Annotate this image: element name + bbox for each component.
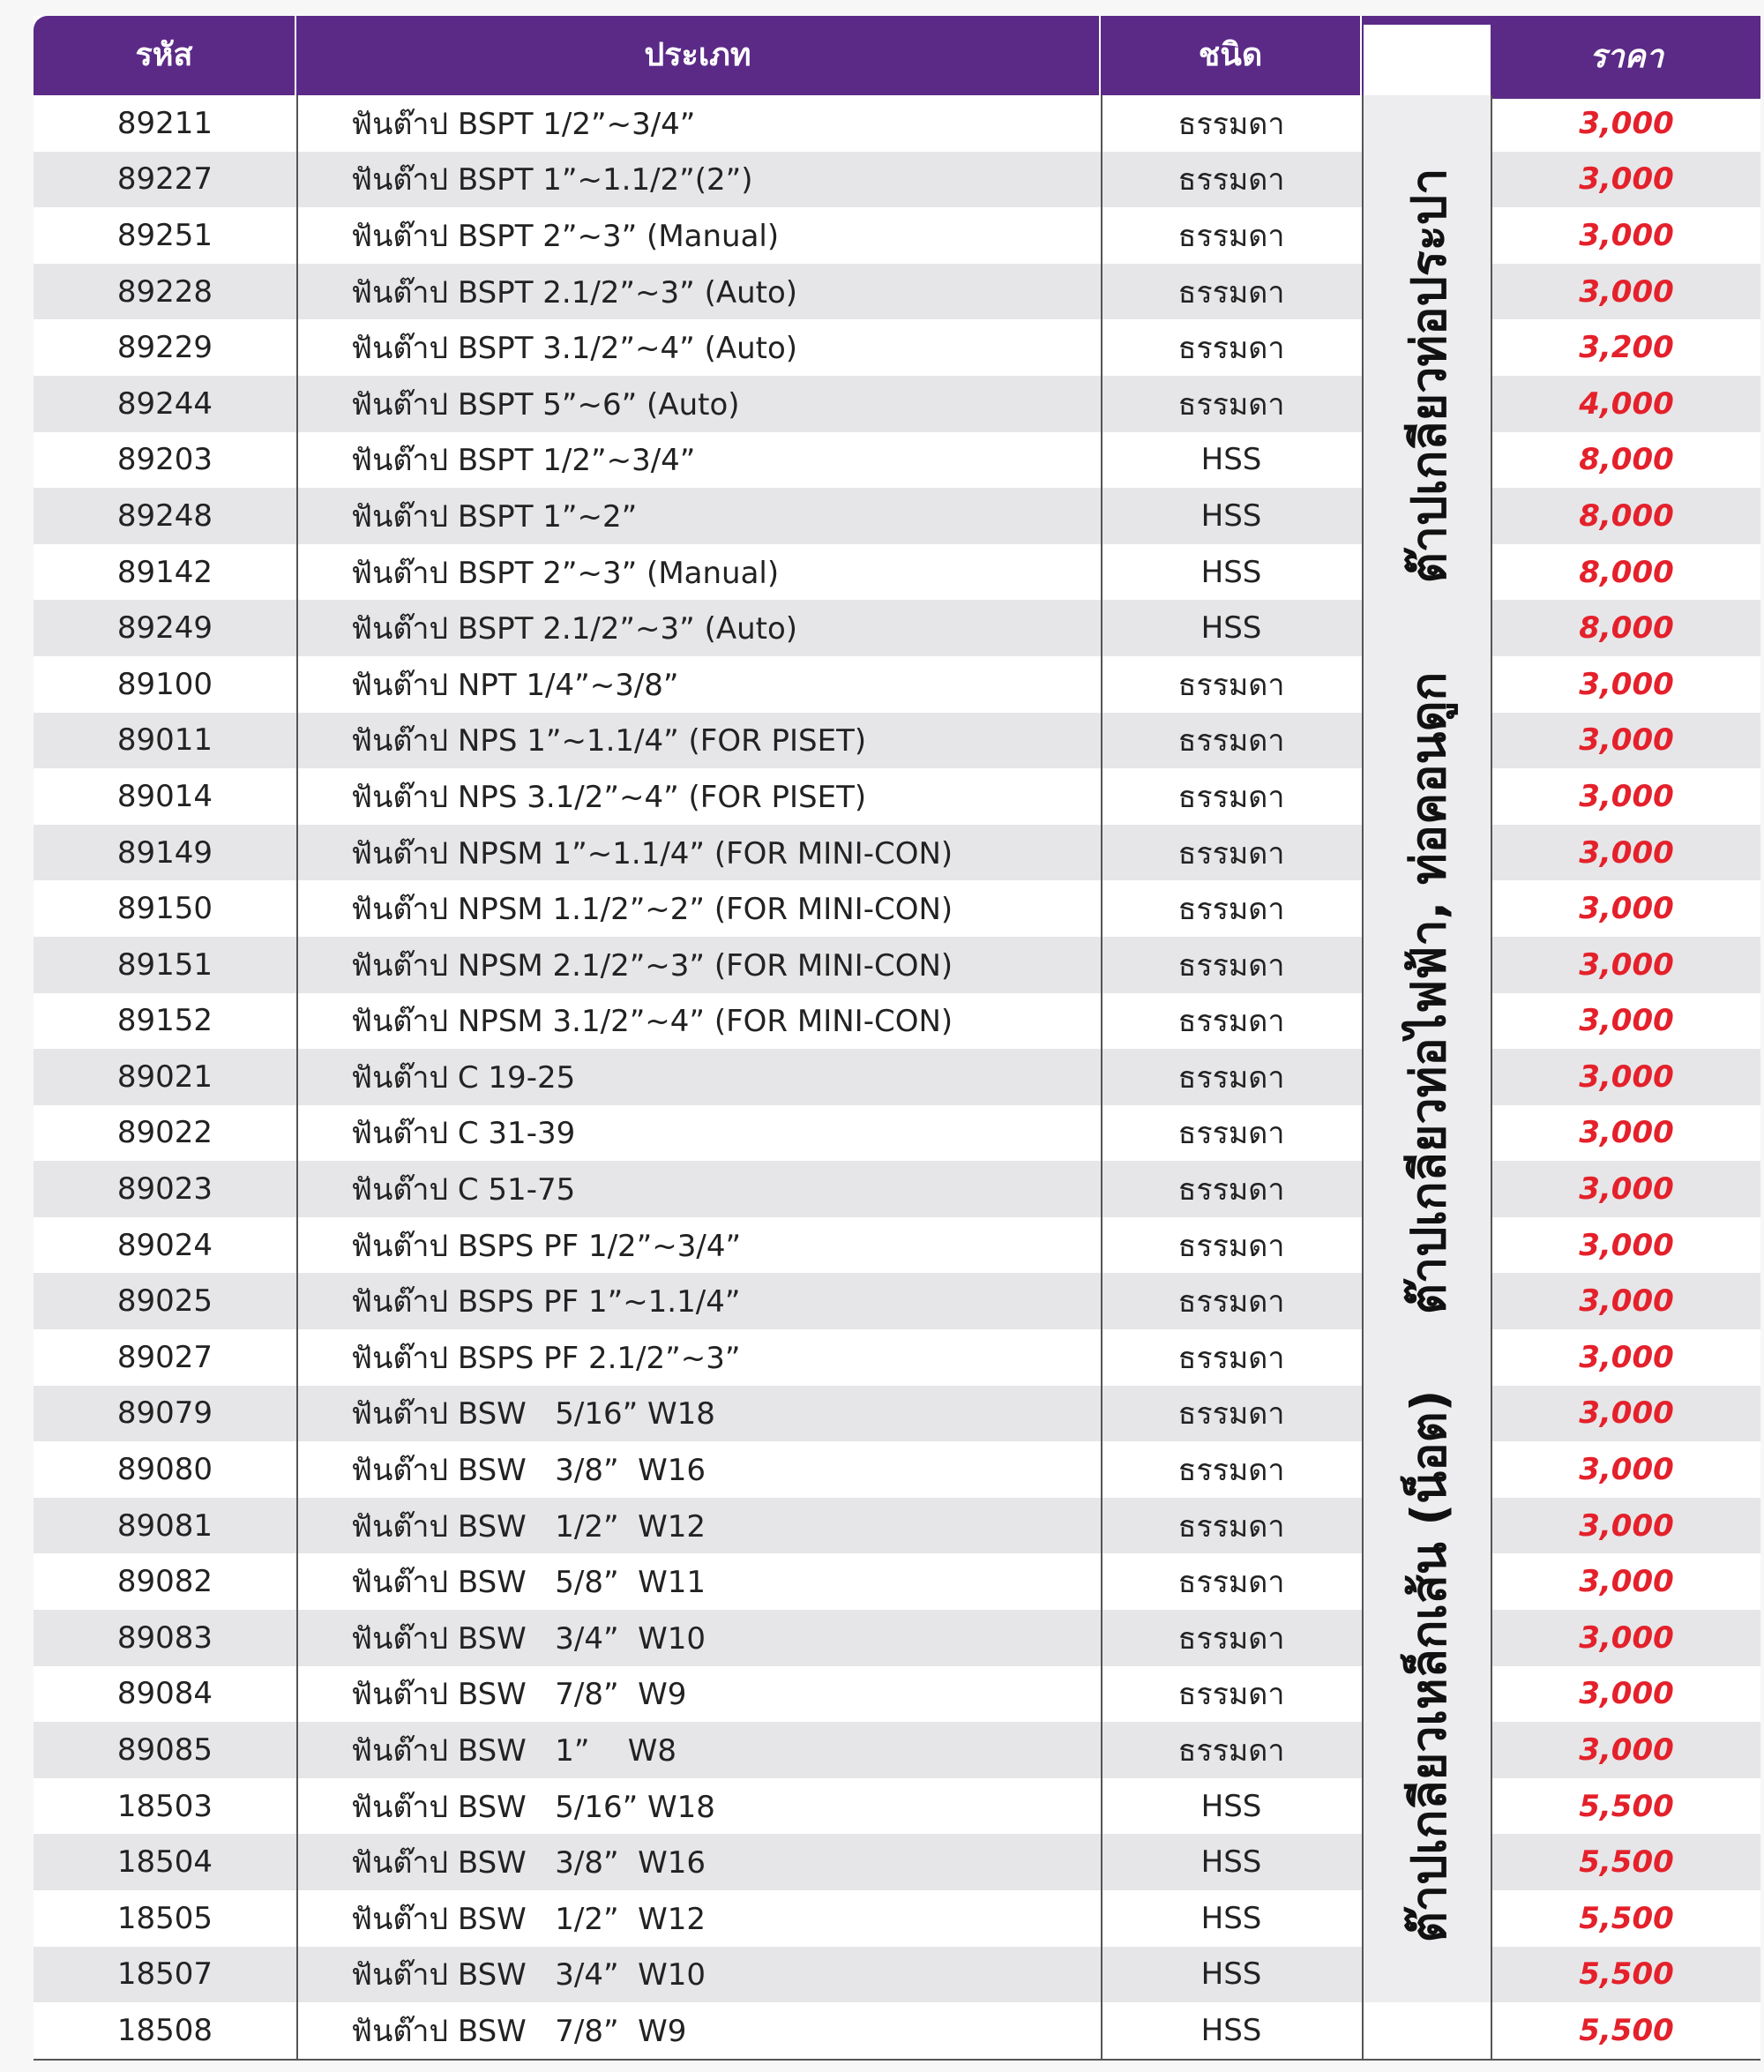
row-type: ฟันต๊าป NPSM 1.1/2”~2” (FOR MINI-CON) — [351, 892, 953, 928]
row-type: ฟันต๊าป C 51-75 — [351, 1172, 576, 1208]
row-code: 89083 — [116, 1619, 213, 1656]
row-price: 3,000 — [1579, 1732, 1674, 1769]
row-kind: ธรรมดา — [1177, 1284, 1285, 1320]
table-row — [34, 1105, 1760, 1162]
row-code: 89025 — [116, 1283, 213, 1320]
row-code: 89084 — [116, 1676, 213, 1712]
table-row — [34, 825, 1760, 881]
row-code: 89027 — [116, 1339, 213, 1375]
row-type: ฟันต๊าป BSW 3/4” W10 — [351, 1620, 706, 1657]
row-price: 3,000 — [1579, 834, 1674, 871]
row-kind: ธรรมดา — [1177, 162, 1285, 198]
row-code: 89151 — [116, 946, 213, 983]
table-row — [34, 432, 1760, 489]
row-code: 89011 — [116, 722, 213, 759]
row-type: ฟันต๊าป NPSM 2.1/2”~3” (FOR MINI-CON) — [351, 947, 953, 984]
row-price: 3,200 — [1579, 330, 1674, 366]
row-type: ฟันต๊าป BSPT 1/2”~3/4” — [351, 106, 696, 142]
row-price: 3,000 — [1579, 1619, 1674, 1656]
table-row — [34, 488, 1760, 544]
row-kind: ธรรมดา — [1177, 274, 1285, 310]
row-code: 89228 — [116, 273, 213, 310]
row-kind: ธรรมดา — [1177, 1508, 1285, 1545]
row-price: 3,000 — [1579, 722, 1674, 759]
row-price: 3,000 — [1579, 1003, 1674, 1039]
table-row — [34, 207, 1760, 264]
row-code: 89244 — [116, 385, 213, 422]
row-type: ฟันต๊าป BSPT 5”~6” (Auto) — [351, 386, 740, 423]
group-label-text: ต๊าปเกลียวท่อประปา — [1401, 168, 1457, 584]
table-row — [34, 152, 1760, 208]
row-type: ฟันต๊าป BSPT 2”~3” (Manual) — [351, 555, 780, 591]
row-price: 3,000 — [1579, 105, 1674, 141]
row-price: 3,000 — [1579, 1283, 1674, 1320]
row-code: 89249 — [116, 610, 213, 647]
row-price: 3,000 — [1579, 1227, 1674, 1263]
header-kind: ชนิด — [1101, 16, 1362, 95]
row-price: 3,000 — [1579, 1058, 1674, 1095]
row-type: ฟันต๊าป NPT 1/4”~3/8” — [351, 667, 679, 703]
divider-code — [296, 95, 298, 2059]
row-price: 5,500 — [1579, 1844, 1674, 1881]
row-price: 5,500 — [1579, 1900, 1674, 1936]
row-kind: ธรรมดา — [1177, 835, 1285, 871]
row-price: 5,500 — [1579, 1956, 1674, 1993]
row-type: ฟันต๊าป BSPS PF 2.1/2”~3” — [351, 1340, 741, 1376]
row-price: 3,000 — [1579, 1171, 1674, 1208]
table-row — [34, 319, 1760, 376]
row-kind: ธรรมดา — [1177, 1059, 1285, 1096]
row-kind: ธรรมดา — [1177, 1172, 1285, 1208]
row-type: ฟันต๊าป BSPT 2.1/2”~3” (Auto) — [351, 611, 798, 647]
row-type: ฟันต๊าป BSW 1/2” W12 — [351, 1901, 706, 1937]
row-code: 89149 — [116, 834, 213, 871]
row-price: 5,500 — [1579, 1788, 1674, 1824]
row-code: 89024 — [116, 1227, 213, 1263]
group-label — [1364, 95, 1492, 656]
table-row — [34, 1890, 1760, 1947]
row-kind: HSS — [1200, 1956, 1262, 1993]
divider-kind — [1362, 95, 1364, 2059]
row-price: 3,000 — [1579, 946, 1674, 983]
table-row — [34, 2002, 1760, 2059]
row-type: ฟันต๊าป BSW 3/8” W16 — [351, 1453, 706, 1489]
row-code: 89081 — [116, 1507, 213, 1544]
row-kind: ธรรมดา — [1177, 1004, 1285, 1040]
group-label — [1364, 1329, 1492, 2002]
row-type: ฟันต๊าป C 31-39 — [351, 1116, 576, 1152]
row-type: ฟันต๊าป BSW 1/2” W12 — [351, 1508, 706, 1545]
row-code: 89023 — [116, 1171, 213, 1208]
table-row — [34, 993, 1760, 1050]
row-type: ฟันต๊าป BSW 7/8” W9 — [351, 2013, 687, 2049]
row-kind: ธรรมดา — [1177, 1340, 1285, 1376]
row-code: 89150 — [116, 891, 213, 927]
row-price: 3,000 — [1579, 1339, 1674, 1375]
table-row — [34, 1217, 1760, 1274]
row-type: ฟันต๊าป BSPT 2”~3” (Manual) — [351, 218, 780, 254]
row-type: ฟันต๊าป BSW 1” W8 — [351, 1733, 676, 1769]
row-code: 89227 — [116, 161, 213, 198]
row-price: 3,000 — [1579, 217, 1674, 253]
divider-type — [1101, 95, 1102, 2059]
table-row — [34, 656, 1760, 713]
table-row — [34, 544, 1760, 601]
table-row — [34, 1329, 1760, 1386]
row-type: ฟันต๊าป BSPT 3.1/2”~4” (Auto) — [351, 331, 798, 367]
row-code: 89251 — [116, 217, 213, 253]
table-row — [34, 1610, 1760, 1666]
group-label-text: ต๊าปเกลียวเหล็กเส้น (น็อต) — [1401, 1389, 1456, 1943]
price-table — [34, 16, 1760, 2059]
row-kind: HSS — [1200, 1788, 1262, 1824]
table-row — [34, 1049, 1760, 1105]
table-row — [34, 1834, 1760, 1890]
row-kind: ธรรมดา — [1177, 1677, 1285, 1713]
table-body — [34, 95, 1760, 2059]
row-kind: HSS — [1200, 1900, 1262, 1936]
row-code: 89211 — [116, 105, 213, 141]
row-code: 89014 — [116, 778, 213, 814]
row-kind: ธรรมดา — [1177, 892, 1285, 928]
row-price: 8,000 — [1579, 442, 1674, 478]
table-row — [34, 1666, 1760, 1723]
row-kind: HSS — [1200, 610, 1262, 647]
table-row — [34, 264, 1760, 320]
row-type: ฟันต๊าป BSW 5/16” W18 — [351, 1789, 715, 1825]
row-type: ฟันต๊าป BSPS PF 1”~1.1/4” — [351, 1284, 741, 1320]
row-type: ฟันต๊าป NPS 3.1/2”~4” (FOR PISET) — [351, 779, 867, 815]
row-kind: ธรรมดา — [1177, 947, 1285, 984]
table-row — [34, 1498, 1760, 1554]
row-code: 89022 — [116, 1115, 213, 1151]
row-code: 89079 — [116, 1395, 213, 1432]
row-type: ฟันต๊าป BSW 5/8” W11 — [351, 1565, 706, 1601]
row-code: 89152 — [116, 1003, 213, 1039]
group-label — [1364, 656, 1492, 1329]
table-row — [34, 1273, 1760, 1329]
table-header — [34, 16, 1760, 95]
row-code: 18507 — [116, 1956, 213, 1993]
table-row — [34, 768, 1760, 825]
table-row — [34, 1722, 1760, 1778]
table-row — [34, 1947, 1760, 2003]
row-price: 3,000 — [1579, 1395, 1674, 1432]
row-code: 89203 — [116, 442, 213, 478]
row-price: 8,000 — [1579, 497, 1674, 534]
row-kind: HSS — [1200, 2012, 1262, 2048]
row-price: 3,000 — [1579, 161, 1674, 198]
row-price: 3,000 — [1579, 1452, 1674, 1488]
row-type: ฟันต๊าป BSW 3/8” W16 — [351, 1845, 706, 1881]
row-kind: HSS — [1200, 1844, 1262, 1881]
row-kind: ธรรมดา — [1177, 1620, 1285, 1657]
row-kind: ธรรมดา — [1177, 218, 1285, 254]
row-price: 8,000 — [1579, 554, 1674, 590]
header-group-spacer — [1364, 25, 1491, 95]
row-code: 18505 — [116, 1900, 213, 1936]
row-kind: ธรรมดา — [1177, 1453, 1285, 1489]
table-row — [34, 1386, 1760, 1442]
header-price: ราคา — [1492, 16, 1760, 99]
row-kind: HSS — [1200, 554, 1262, 590]
row-type: ฟันต๊าป C 19-25 — [351, 1059, 576, 1096]
row-code: 89080 — [116, 1452, 213, 1488]
row-type: ฟันต๊าป BSW 3/4” W10 — [351, 1957, 706, 1993]
table-row — [34, 1441, 1760, 1498]
row-price: 4,000 — [1579, 385, 1674, 422]
header-code: รหัส — [34, 16, 296, 95]
row-type: ฟันต๊าป NPSM 1”~1.1/4” (FOR MINI-CON) — [351, 835, 953, 871]
row-kind: ธรรมดา — [1177, 331, 1285, 367]
row-price: 8,000 — [1579, 610, 1674, 647]
row-price: 3,000 — [1579, 1676, 1674, 1712]
row-code: 18503 — [116, 1788, 213, 1824]
table-row — [34, 880, 1760, 937]
row-kind: ธรรมดา — [1177, 386, 1285, 423]
row-type: ฟันต๊าป NPS 1”~1.1/4” (FOR PISET) — [351, 723, 867, 759]
table-row — [34, 376, 1760, 432]
row-type: ฟันต๊าป BSPS PF 1/2”~3/4” — [351, 1228, 742, 1264]
row-kind: HSS — [1200, 497, 1262, 534]
row-type: ฟันต๊าป BSPT 2.1/2”~3” (Auto) — [351, 274, 798, 310]
table-row — [34, 1161, 1760, 1217]
row-price: 3,000 — [1579, 1564, 1674, 1600]
row-kind: ธรรมดา — [1177, 779, 1285, 815]
row-type: ฟันต๊าป BSPT 1/2”~3/4” — [351, 443, 696, 479]
row-code: 18504 — [116, 1844, 213, 1881]
row-kind: ธรรมดา — [1177, 1565, 1285, 1601]
row-code: 89100 — [116, 666, 213, 702]
row-price: 3,000 — [1579, 273, 1674, 310]
table-bottom-border — [34, 2059, 1760, 2061]
row-kind: HSS — [1200, 442, 1262, 478]
table-row — [34, 713, 1760, 769]
table-row — [34, 600, 1760, 656]
row-type: ฟันต๊าป NPSM 3.1/2”~4” (FOR MINI-CON) — [351, 1004, 953, 1040]
row-code: 89229 — [116, 330, 213, 366]
row-price: 3,000 — [1579, 778, 1674, 814]
row-price: 5,500 — [1579, 2012, 1674, 2048]
row-code: 89248 — [116, 497, 213, 534]
row-code: 89085 — [116, 1732, 213, 1769]
row-code: 89021 — [116, 1058, 213, 1095]
header-type: ประเภท — [296, 16, 1101, 95]
table-row — [34, 1553, 1760, 1610]
row-kind: ธรรมดา — [1177, 1228, 1285, 1264]
divider-group — [1491, 95, 1492, 2059]
table-row — [34, 937, 1760, 993]
row-code: 89082 — [116, 1564, 213, 1600]
row-kind: ธรรมดา — [1177, 106, 1285, 142]
row-price: 3,000 — [1579, 1507, 1674, 1544]
row-kind: ธรรมดา — [1177, 667, 1285, 703]
row-kind: ธรรมดา — [1177, 1116, 1285, 1152]
group-label-text: ต๊าปเกลียวท่อไฟฟ้า, ท่อคอนดูก — [1401, 671, 1457, 1314]
row-code: 89142 — [116, 554, 213, 590]
table-row — [34, 95, 1760, 152]
row-kind: ธรรมดา — [1177, 1733, 1285, 1769]
row-kind: ธรรมดา — [1177, 723, 1285, 759]
row-price: 3,000 — [1579, 891, 1674, 927]
row-type: ฟันต๊าป BSPT 1”~2” — [351, 498, 638, 535]
row-type: ฟันต๊าป BSW 5/16” W18 — [351, 1396, 715, 1432]
row-price: 3,000 — [1579, 666, 1674, 702]
row-type: ฟันต๊าป BSW 7/8” W9 — [351, 1677, 687, 1713]
row-code: 18508 — [116, 2012, 213, 2048]
row-price: 3,000 — [1579, 1115, 1674, 1151]
table-row — [34, 1778, 1760, 1835]
row-kind: ธรรมดา — [1177, 1396, 1285, 1432]
row-type: ฟันต๊าป BSPT 1”~1.1/2”(2”) — [351, 162, 753, 198]
